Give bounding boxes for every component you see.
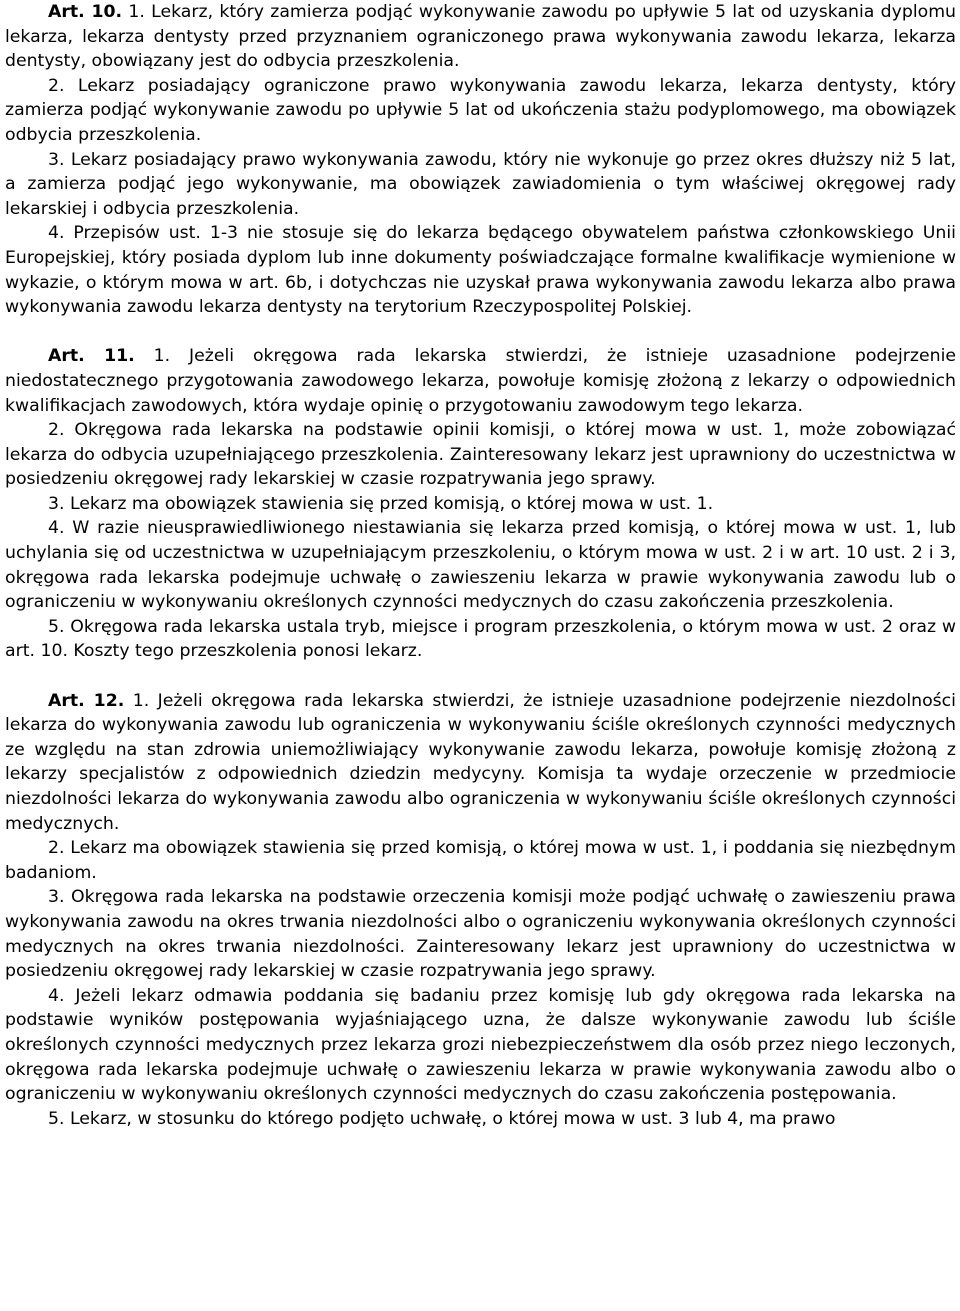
paragraph-text: 1. Jeżeli okręgowa rada lekarska stwierdzi, że istnieje uzasadnione podejrzenie niedostatecznego przygotowania zawodowego lekarza, powołuje komisję złożoną z lekarzy o odpowiednich kwalifikacjach zawodowych, która wydaje opinię o przygotowaniu zawodowym tego lekarza. (5, 346, 957, 416)
article-label: Art. 10. (48, 2, 123, 22)
article-10-para-4: 4. Przepisów ust. 1-3 nie stosuje się do lekarza będącego obywatelem państwa członkowskiego Unii Europejskiej, który posiada dyplom lub inne dokumenty poświadczające formalne kwalifikacje wymienione w wykazie, o którym mowa w art. 6b, i dotychczas nie uzyskał prawa wykonywania zawodu lekarza albo prawa wykonywania zawodu lekarza dentysty na terytorium Rzeczypospolitej Polskiej. (5, 223, 956, 318)
article-11-para-2: 2. Okręgowa rada lekarska na podstawie opinii komisji, o której mowa w ust. 1, może zobowiązać lekarza do odbycia uzupełniającego przeszkolenia. Zainteresowany lekarz jest uprawniony do uczestnictwa w posiedzeniu okręgowej rady lekarskiej w czasie rozpatrywania jego sprawy. (5, 420, 956, 490)
article-11 (5, 344, 956, 664)
article-12-para-2: 2. Lekarz ma obowiązek stawienia się przed komisją, o której mowa w ust. 1, i poddania się niezbędnym badaniom. (5, 838, 956, 883)
article-12-para-3: 3. Okręgowa rada lekarska na podstawie orzeczenia komisji może podjąć uchwałę o zawieszeniu prawa wykonywania zawodu na okres trwania niezdolności albo o ograniczeniu wykonywania określonych czynności medycznych na okres trwania niezdolności. Zainteresowany lekarz jest uprawniony do uczestnictwa w posiedzeniu okręgowej rady lekarskiej w czasie rozpatrywania jego sprawy. (5, 887, 956, 982)
article-label: Art. 11. (48, 346, 135, 367)
paragraph-text: 1. Lekarz, który zamierza podjąć wykonywanie zawodu po upływie 5 lat od uzyskania dyplomu lekarza, lekarza dentysty przed przyznaniem ograniczonego prawa wykonywania zawodu lekarza, lekarza dentysty, obowiązany jest do odbycia przeszkolenia. (5, 2, 956, 72)
article-label: Art. 12. (48, 690, 125, 711)
article-10-para-2: 2. Lekarz posiadający ograniczone prawo wykonywania zawodu lekarza, lekarza dentysty, który zamierza podjąć wykonywanie zawodu po upływie 5 lat od ukończenia stażu podyplomowego, ma obowiązek odbycia przeszkolenia. (5, 75, 956, 145)
article-10-para-3: 3. Lekarz posiadający prawo wykonywania zawodu, który nie wykonuje go przez okres dłuższy niż 5 lat, a zamierza podjąć jego wykonywanie, ma obowiązek zawiadomienia o tym właściwej okręgowej rady lekarskiej i odbycia przeszkolenia. (5, 149, 956, 219)
paragraph-text: 1. Jeżeli okręgowa rada lekarska stwierdzi, że istnieje uzasadnione podejrzenie niezdolności lekarza do wykonywania zawodu lub ograniczenia w wykonywaniu ściśle określonych czynności medycznych ze względu na stan zdrowia uniemożliwiający wykonywanie zawodu lekarza, powołuje komisję złożoną z lekarzy specjalistów z odpowiednich dziedzin medycyny. Komisja ta wydaje orzeczenie w przedmiocie niezdolności lekarza do wykonywania zawodu albo ograniczenia w wykonywaniu ściśle określonych czynności medycznych. (5, 690, 956, 834)
article-11-para-1 (5, 344, 956, 418)
article-12-para-5: 5. Lekarz, w stosunku do którego podjęto uchwałę, o której mowa w ust. 3 lub 4, ma prawo (48, 1108, 836, 1129)
article-10 (5, 0, 956, 320)
article-11-para-4: 4. W razie nieusprawiedliwionego niestawiania się lekarza przed komisją, o której mowa w ust. 1, lub uchylania się od uczestnictwa w uzupełniającym przeszkoleniu, o którym mowa w ust. 2 i w art. 10 ust. 2 i 3, okręgowa rada lekarska podejmuje uchwałę o zawieszeniu lekarza w prawie wykonywania zawodu lub o ograniczeniu w wykonywaniu określonych czynności medycznych do czasu zakończenia przeszkolenia. (5, 518, 956, 613)
article-11-para-5: 5. Okręgowa rada lekarska ustala tryb, miejsce i program przeszkolenia, o którym mowa w ust. 2 oraz w art. 10. Koszty tego przeszkolenia ponosi lekarz. (5, 616, 956, 662)
article-12 (5, 689, 956, 1132)
article-12-para-4: 4. Jeżeli lekarz odmawia poddania się badaniu przez komisję lub gdy okręgowa rada lekarska na podstawie wyników postępowania wyjaśniającego uzna, że dalsze wykonywanie zawodu lub ściśle określonych czynności medycznych przez lekarza grozi niebezpieczeństwem dla osób przez niego leczonych, okręgowa rada lekarska podejmuje uchwałę o zawieszeniu lekarza w prawie wykonywania zawodu albo o ograniczeniu w wykonywaniu określonych czynności medycznych do czasu zakończenia postępowania. (5, 985, 956, 1105)
article-10-para-1 (5, 0, 956, 74)
article-11-para-3: 3. Lekarz ma obowiązek stawienia się przed komisją, o której mowa w ust. 1. (48, 493, 714, 514)
article-12-para-1 (5, 689, 956, 837)
